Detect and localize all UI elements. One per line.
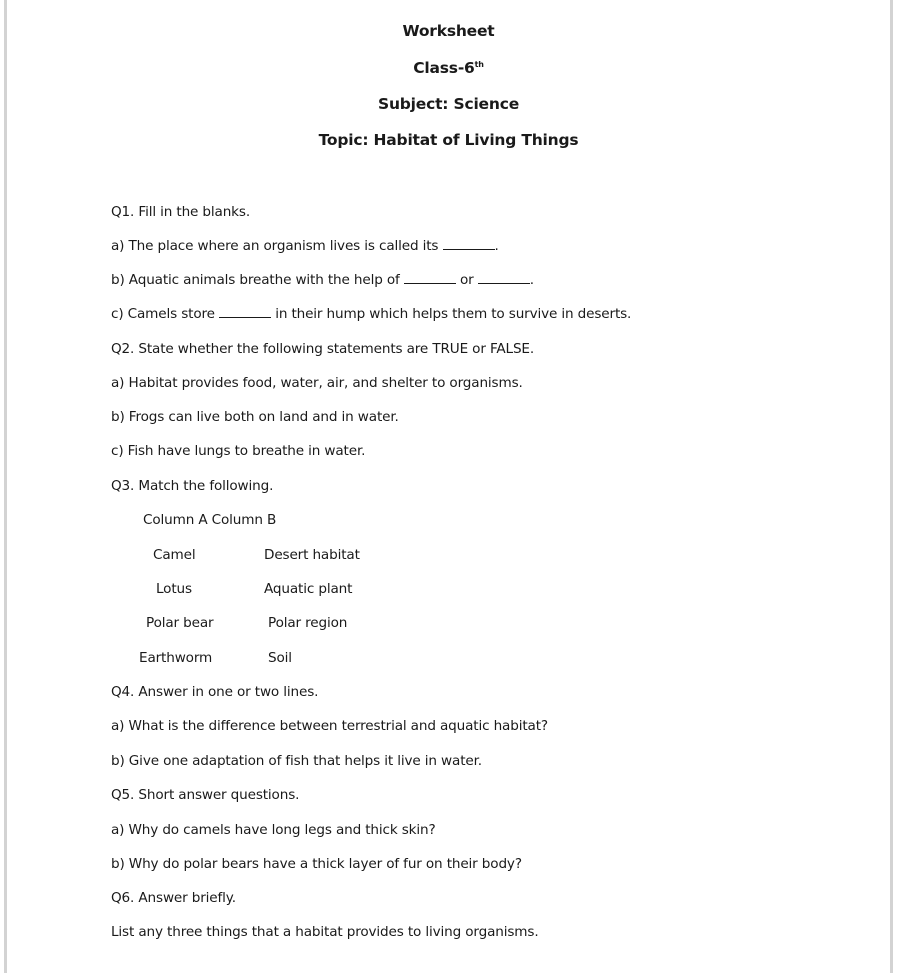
q6-a: List any three things that a habitat provides to living organisms.: [111, 924, 539, 940]
q1-c: [111, 305, 631, 323]
q4-a: a) What is the difference between terrestrial and aquatic habitat?: [111, 718, 548, 734]
q2-heading: Q2. State whether the following statements are TRUE or FALSE.: [111, 341, 535, 357]
match-column-headers: Column A Column B: [143, 512, 277, 528]
q5-a: a) Why do camels have long legs and thick skin?: [111, 822, 436, 838]
q3-heading: Q3. Match the following.: [111, 478, 274, 494]
q1-c-text: c) Camels store: [111, 306, 215, 322]
q1-b-mid: or: [460, 272, 474, 288]
q5-b: b) Why do polar bears have a thick layer of fur on their body?: [111, 856, 522, 872]
q4-heading: Q4. Answer in one or two lines.: [111, 684, 319, 700]
answer-blank: [219, 305, 271, 318]
answer-blank: [478, 271, 530, 284]
q2-a: a) Habitat provides food, water, air, and shelter to organisms.: [111, 375, 523, 391]
q1-c-end: in their hump which helps them to survive in deserts.: [275, 306, 632, 322]
match-column-b-item: Aquatic plant: [264, 581, 353, 597]
class-label: [7, 58, 890, 78]
match-column-a-item: Polar bear: [146, 615, 214, 631]
match-column-b-item: Soil: [268, 650, 292, 666]
q1-b: [111, 271, 534, 289]
q2-c: c) Fish have lungs to breathe in water.: [111, 443, 366, 459]
q5-heading: Q5. Short answer questions.: [111, 787, 300, 803]
topic-label: Topic: Habitat of Living Things: [318, 131, 579, 149]
q2-b: b) Frogs can live both on land and in water.: [111, 409, 399, 425]
match-column-a-item: Lotus: [156, 581, 192, 597]
answer-blank: [443, 237, 495, 250]
q4-b: b) Give one adaptation of fish that helps it live in water.: [111, 753, 482, 769]
match-column-a-item: Camel: [153, 547, 196, 563]
match-column-a-item: Earthworm: [139, 650, 213, 666]
class-superscript: th: [474, 60, 484, 69]
match-column-b-item: Desert habitat: [264, 547, 360, 563]
q1-a: [111, 237, 499, 255]
answer-blank: [404, 271, 456, 284]
q1-heading: Q1. Fill in the blanks.: [111, 204, 250, 220]
q1-a-text: a) The place where an organism lives is called its: [111, 238, 439, 254]
worksheet-title: Worksheet: [402, 22, 495, 40]
match-column-b-item: Polar region: [268, 615, 348, 631]
q1-b-end: .: [529, 272, 534, 288]
q1-b-text: b) Aquatic animals breathe with the help of: [111, 272, 400, 288]
q6-heading: Q6. Answer briefly.: [111, 890, 236, 906]
worksheet-page: [4, 0, 893, 973]
class-text: Class-6: [413, 59, 475, 77]
q1-a-end: .: [494, 238, 499, 254]
subject-label: Subject: Science: [377, 95, 520, 113]
